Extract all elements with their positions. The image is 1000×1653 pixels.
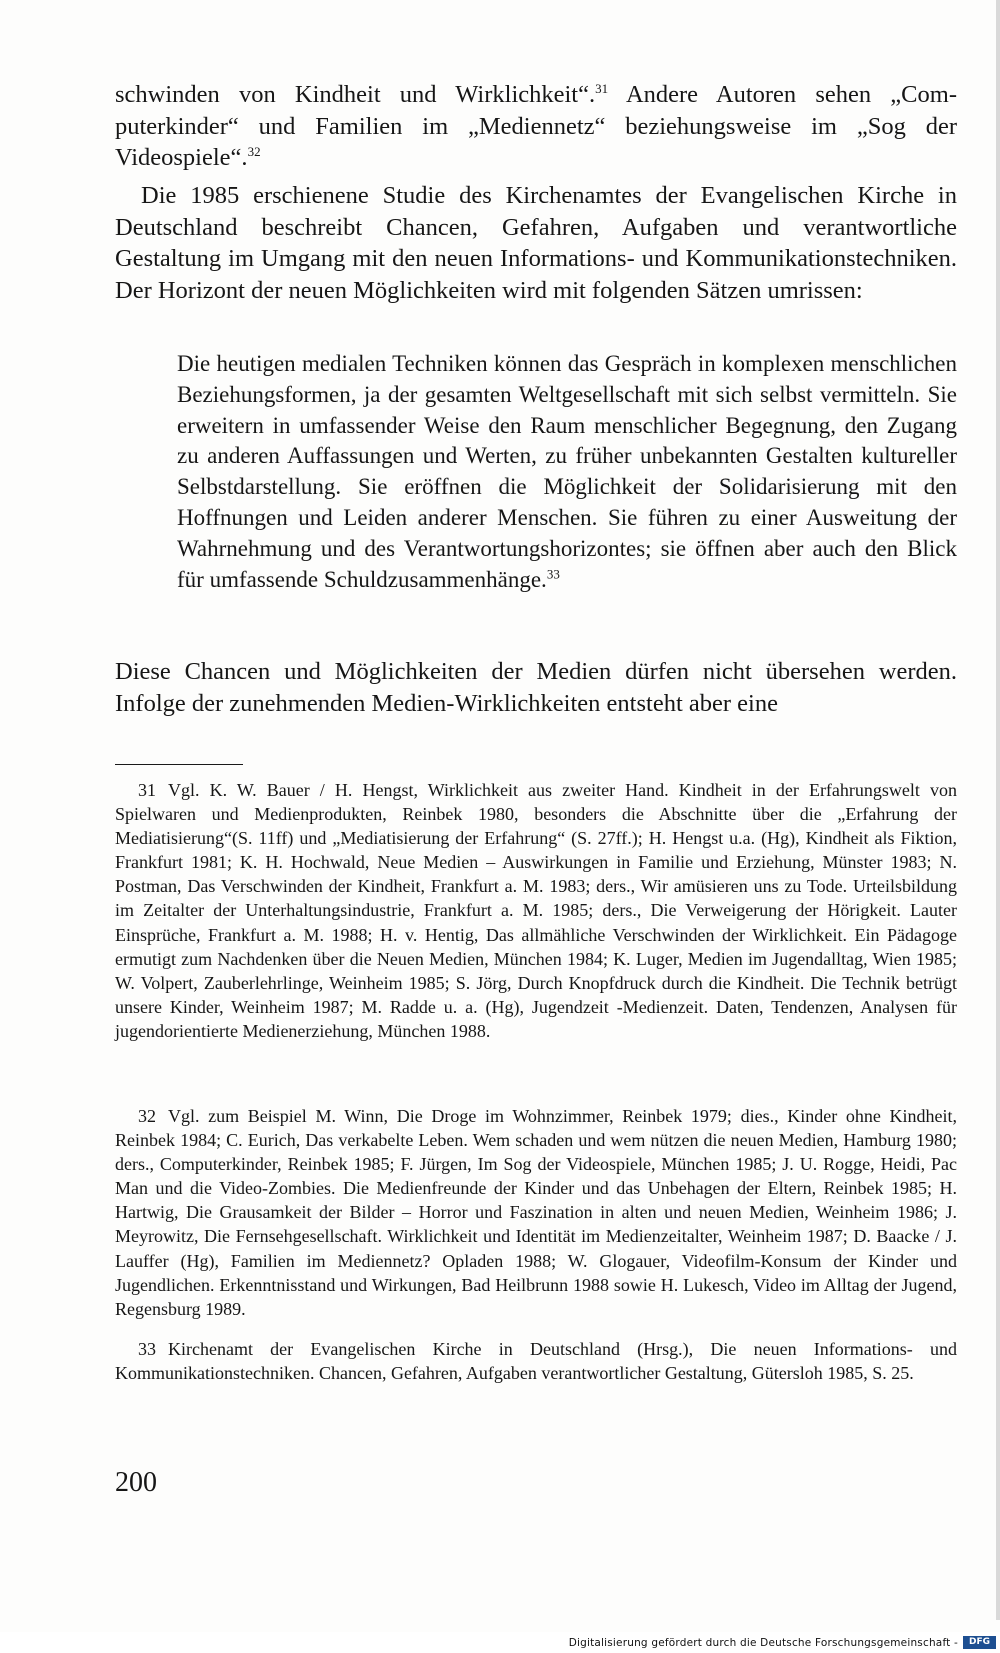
footnote-text: Kirchenamt der Evangelischen Kirche in Deutschland (Hrsg.), Die neuen Informations- und Kommunikationstechniken. Chancen, Gefahren, Aufgaben verantwortlicher Gestaltung, Gütersloh 1985, S. 25. — [115, 1339, 957, 1384]
footer-credit: Digitalisierung gefördert durch die Deutsche Forschungsgemeinschaft - — [568, 1637, 958, 1649]
paragraph-3: Diese Chancen und Möglichkeiten der Medien dürfen nicht übersehen werden. Infolge der zunehmenden Medien-Wirklichkeiten entsteht aber eine — [115, 658, 957, 717]
footnote-separator — [115, 764, 243, 765]
footnote-text: Vgl. K. W. Bauer / H. Hengst, Wirklichkeit aus zweiter Hand. Kindheit in der Erfahrungswelt von Spielwaren und Medienprodukten, Reinbek 1980, besonders die Abschnitte über die „Erfahrung der Mediatisierung“(S. 11ff) und „Mediatisierung der Erfahrung“ (S. 27ff.); H. Hengst u.a. (Hg), Kindheit als Fiktion, Frankfurt 1981; K. H. Hochwald, Neue Medien – Auswirkungen in Familie und Erziehung, Münster 1983; N. Postman, Das Verschwinden der Kindheit, Frankfurt a. M. 1983; ders., Wir amüsieren uns zu Tode. Urteilsbildung im Zeitalter der Unterhaltungsindustrie, Frankfurt a. M. 1985; ders., Die Verweigerung der Hörigkeit. Lauter Einsprüche, Frankfurt a. M. 1988; H. v. Hentig, Das allmähliche Verschwinden der Wirklichkeit. Ein Pädagoge ermutigt zum Nachdenken über die Neuen Medien, München 1984; K. Luger, Medien im Jugendalltag, Wien 1985; W. Volpert, Zauberlehrlinge, Weinheim 1985; S. Jörg, Durch Knopfdruck durch die Kindheit. Die Technik betrügt unsere Kinder, Weinheim 1987; M. Radde u. a. (Hg), Jugendzeit -Medienzeit. Daten, Tendenzen, Analysen für jugendorientierte Medienerziehung, München 1988. — [115, 780, 957, 1041]
footnote-ref-31[interactable]: 31 — [595, 80, 609, 96]
page-edge-shadow — [996, 0, 1000, 1620]
footnote-number: 33 — [138, 1339, 156, 1359]
footnote-32 — [115, 1104, 957, 1321]
block-quote-text: Die heutigen medialen Techniken können das Gespräch in komplexen menschlichen Beziehungsformen, ja der gesamten Weltgesellschaft mit sich selbst vermitteln. Sie erweitern in umfassender Weise den Raum menschlicher Begegnung, den Zugang zu anderen Auffassungen und Werten, zu früher unbekannten Gestalten kultureller Selbstdarstellung. Sie eröffnen die Möglichkeit der Solidarisierung mit den Hoffnungen und Leiden anderer Menschen. Sie führen zu einer Ausweitung der Wahrnehmung und des Verantwortungshorizontes; sie öffnen aber auch den Blick für umfassende Schuldzusammenhänge. — [177, 351, 957, 592]
footnote-number: 31 — [138, 780, 156, 800]
footnote-33 — [115, 1337, 957, 1385]
footnote-ref-33[interactable]: 33 — [546, 565, 560, 581]
footnote-number: 32 — [138, 1106, 156, 1126]
block-quote — [177, 349, 957, 595]
paragraph-1-text: schwinden von Kindheit und Wirklichkeit“. — [115, 81, 596, 108]
dfg-logo-icon: DFG — [963, 1636, 996, 1649]
paragraph-2: Die 1985 erschienene Studie des Kirchenamtes der Evangelischen Kirche in Deutschland beschreibt Chancen, Gefahren, Aufgaben und verantwortliche Gestaltung im Umgang mit den neuen Informations- und Kommunikationstechniken. Der Horizont der neuen Möglichkeiten wird mit folgenden Sätzen umrissen: — [115, 182, 957, 304]
footnote-31 — [115, 778, 957, 1043]
paragraph-1-continuation: Andere Autoren sehen „Computerkinder“ und Familien im „Mediennetz“ beziehungsweise im „Sog der Videospiele“. — [115, 81, 957, 172]
footnote-text: Vgl. zum Beispiel M. Winn, Die Droge im Wohnzimmer, Reinbek 1979; dies., Kinder ohne Kindheit, Reinbek 1984; C. Eurich, Das verkabelte Leben. Wem schaden und wem nützen die neuen Medien, Hamburg 1980; ders., Computerkinder, Reinbek 1985; F. Jürgen, Im Sog der Videospiele, München 1985; J. U. Rogge, Heidi, Pac Man und die Video-Zombies. Die Medienfreunde der Kinder und das Unbehagen der Eltern, Reinbek 1985; H. Hartwig, Die Grausamkeit der Bilder – Horror und Faszination in alten und neuen Medien, Weinheim 1986; J. Meyrowitz, Die Fernsehgesellschaft. Wirklichkeit und Identität im Medienzeitalter, Weinheim 1987; D. Baacke / J. Lauffer (Hg), Familien im Mediennetz? Opladen 1988; W. Glogauer, Videofilm-Konsum der Kinder und Jugendlichen. Erkenntnisstand und Wirkungen, Bad Heilbrunn 1988 sowie H. Lukesch, Video im Alltag der Jugend, Regensburg 1989. — [115, 1106, 957, 1319]
page-number: 200 — [115, 1467, 157, 1498]
paragraph-1 — [115, 79, 957, 174]
footnote-ref-32[interactable]: 32 — [247, 144, 261, 160]
